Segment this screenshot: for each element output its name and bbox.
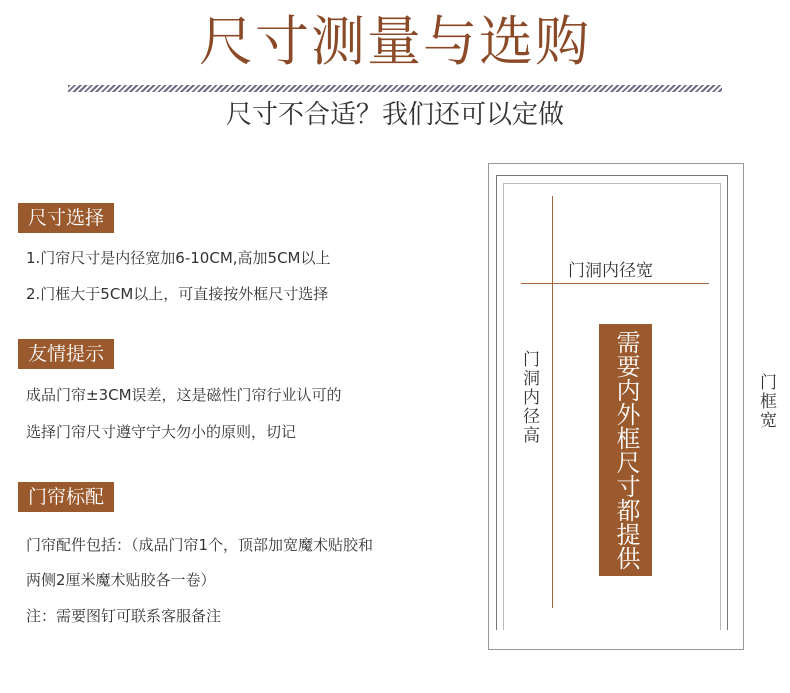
kit-note: 注：需要图钉可联系客服备注 — [26, 607, 222, 625]
decorative-divider — [68, 85, 722, 92]
section-tag-size-selection: 尺寸选择 — [18, 203, 114, 233]
page-title: 尺寸测量与选购 — [199, 10, 591, 73]
note-box-text: 需要内外框尺寸都提供 — [612, 330, 640, 570]
section-tag-friendly-tip: 友情提示 — [18, 339, 114, 369]
size-rule-1: 1.门帘尺寸是内径宽加6-10CM,高加5CM以上 — [26, 249, 331, 267]
inner-width-label: 门洞内径宽 — [568, 261, 653, 281]
height-measure-line — [552, 196, 553, 608]
tip-line-2: 选择门帘尺寸遵守宁大勿小的原则，切记 — [26, 423, 297, 441]
kit-line-1: 门帘配件包括：（成品门帘1个，顶部加宽魔术贴胶和 — [26, 536, 374, 554]
page-subtitle: 尺寸不合适？我们还可以定做 — [225, 100, 564, 130]
frame-width-label: 门框宽 — [756, 373, 776, 430]
width-measure-line — [521, 283, 709, 284]
size-rule-2: 2.门框大于5CM以上，可直接按外框尺寸选择 — [26, 285, 329, 303]
tip-line-1: 成品门帘±3CM误差，这是磁性门帘行业认可的 — [26, 386, 342, 404]
section-tag-standard-kit: 门帘标配 — [18, 482, 114, 512]
kit-line-2: 两侧2厘米魔术贴胶各一卷） — [26, 571, 216, 589]
inner-height-label: 门洞内径高 — [519, 350, 539, 445]
note-box — [599, 324, 652, 576]
